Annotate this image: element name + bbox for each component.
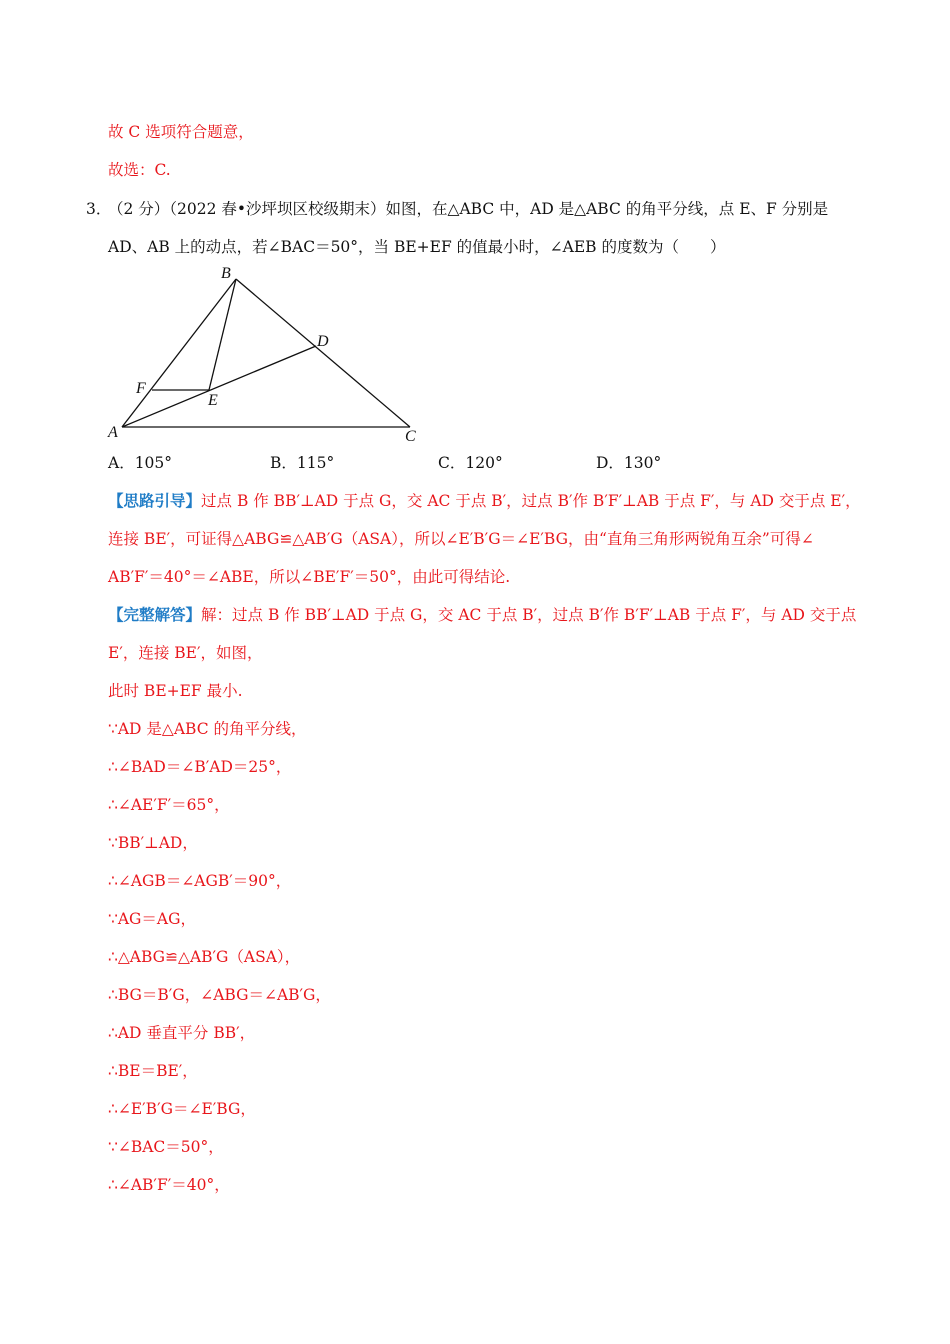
label-c: C <box>405 428 416 445</box>
solution-line-1 <box>108 605 856 625</box>
label-e: E <box>208 392 218 409</box>
question-line-2: AD、AB 上的动点，若∠BAC＝50°，当 BE+EF 的值最小时，∠AEB 的度数为（ ） <box>108 238 726 256</box>
hint-text-1: 过点 B 作 BB′⊥AD 于点 G，交 AC 于点 B′，过点 B′作 B′F′⊥AB 于点 F′，与 AD 交于点 E′， <box>201 492 861 510</box>
hint-tag: 【思路引导】 <box>108 491 202 510</box>
label-a: A <box>108 424 118 441</box>
solution-step: ∴∠E′B′G＝∠E′BG， <box>108 1100 256 1118</box>
figure-lines <box>122 279 410 427</box>
solution-step: ∴△ABG≌△AB′G（ASA）， <box>108 948 301 966</box>
solution-step: ∴∠BAD＝∠B′AD＝25°， <box>108 758 292 776</box>
solution-step: ∴∠AGB＝∠AGB′＝90°， <box>108 872 292 890</box>
label-f: F <box>136 380 146 397</box>
segment-ab <box>122 279 236 427</box>
solution-step: ∵AD 是△ABC 的角平分线， <box>108 720 307 738</box>
solution-step: ∴BG＝B′G，∠ABG＝∠AB′G， <box>108 986 331 1004</box>
prev-answer-line-1: 故 C 选项符合题意， <box>108 123 254 141</box>
solution-step: ∴∠AB′F′＝40°， <box>108 1176 230 1194</box>
solution-step: ∵AG＝AG， <box>108 910 197 928</box>
label-b: B <box>221 265 231 282</box>
question-number: 3． <box>86 200 112 218</box>
prev-answer-line-2: 故选：C. <box>108 161 171 179</box>
hint-line-3: AB′F′＝40°＝∠ABE，所以∠BE′F′＝50°，由此可得结论. <box>108 568 511 586</box>
solution-step: ∵BB′⊥AD， <box>108 834 198 852</box>
solution-tag: 【完整解答】 <box>108 605 202 624</box>
solution-line-2: E′，连接 BE′，如图， <box>108 644 263 662</box>
hint-line-2: 连接 BE′，可证得△ABG≌△AB′G（ASA），所以∠E′B′G＝∠E′BG，由“直角三角形两锐角互余”可得∠ <box>108 530 814 548</box>
segment-ad <box>122 346 316 427</box>
question-line-1: （2 分）（2022 春•沙坪坝区校级期末）如图，在△ABC 中，AD 是△ABC 的角平分线，点 E、F 分别是 <box>108 200 829 218</box>
solution-step: ∴∠AE′F′＝65°， <box>108 796 230 814</box>
option-a: A．105° <box>108 454 173 472</box>
solution-step: ∴AD 垂直平分 BB′， <box>108 1024 256 1042</box>
solution-step: 此时 BE+EF 最小. <box>108 682 243 700</box>
label-d: D <box>317 333 329 350</box>
segment-bc <box>236 279 410 427</box>
option-b: B．115° <box>270 454 335 472</box>
solution-text-1: 解：过点 B 作 BB′⊥AD 于点 G，交 AC 于点 B′，过点 B′作 B′F′⊥AB 于点 F′，与 AD 交于点 <box>201 606 857 624</box>
solution-step: ∵∠BAC＝50°， <box>108 1138 224 1156</box>
triangle-figure <box>100 260 430 445</box>
solution-step: ∴BE＝BE′， <box>108 1062 198 1080</box>
hint-line-1 <box>108 491 861 511</box>
option-d: D．130° <box>596 454 662 472</box>
option-c: C．120° <box>438 454 503 472</box>
